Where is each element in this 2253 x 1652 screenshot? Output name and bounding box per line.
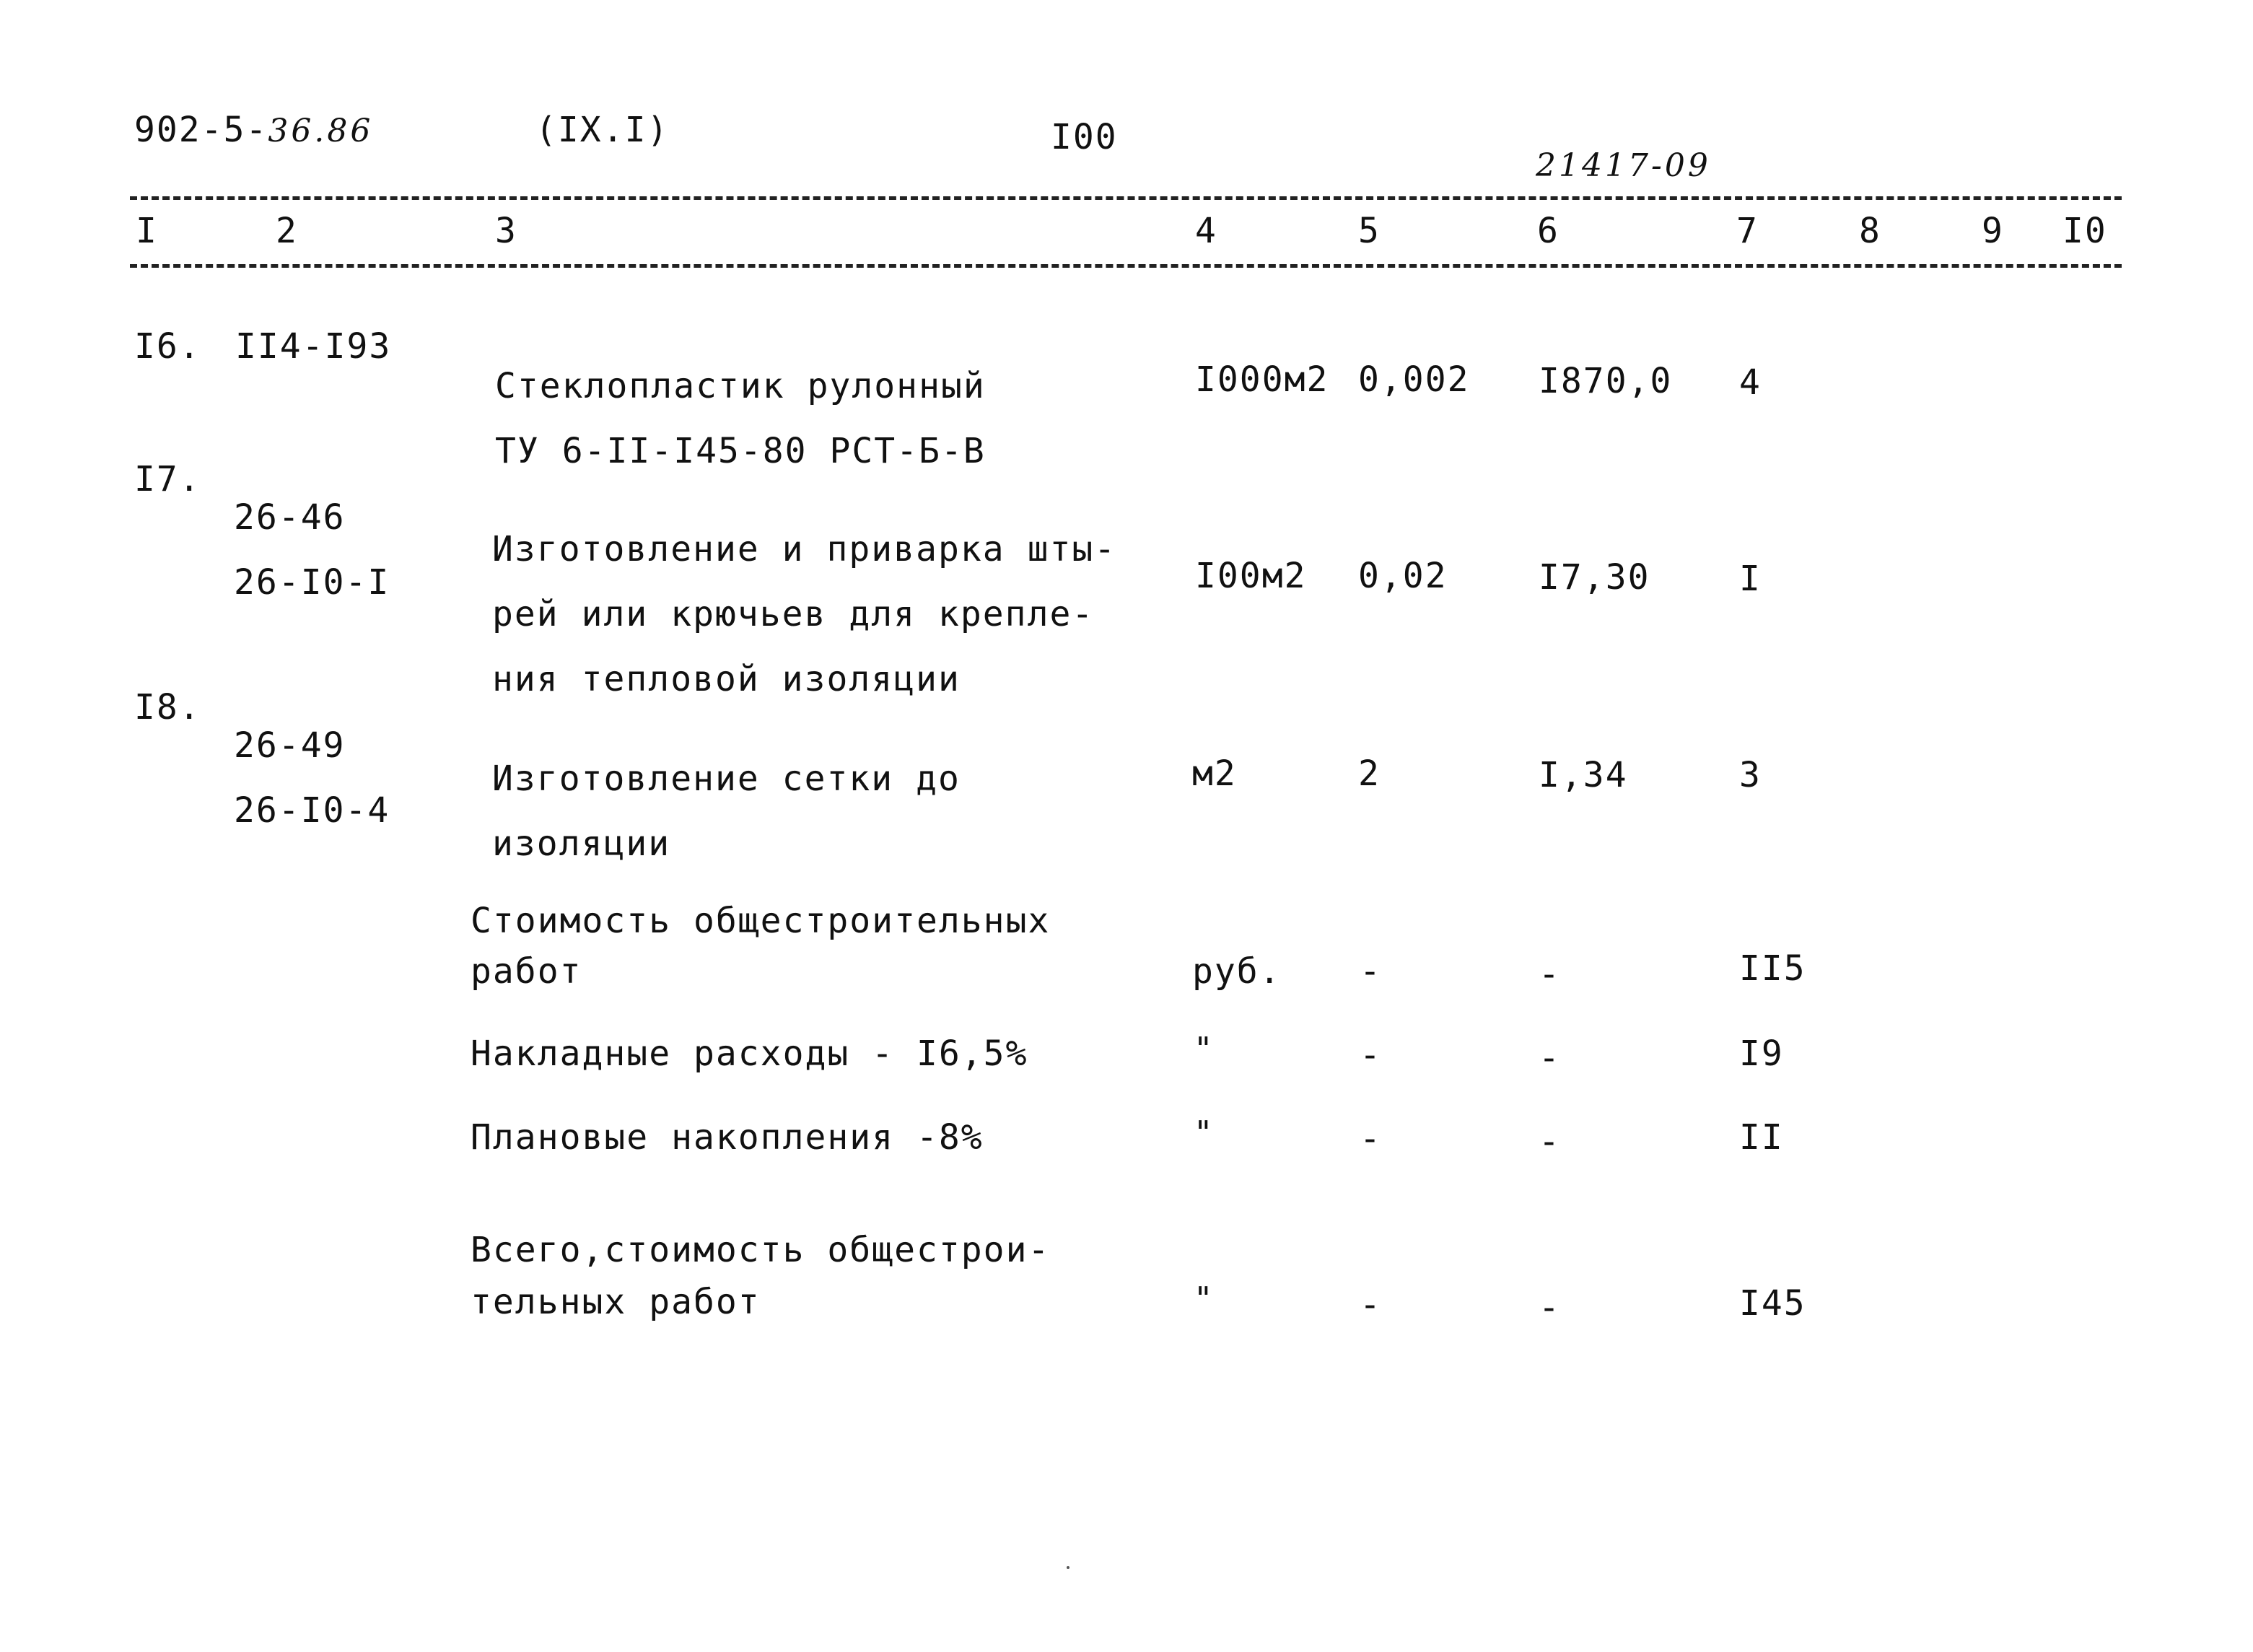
row-codes <box>234 691 390 865</box>
row-code: II4-I93 <box>235 326 392 367</box>
row-description-line: Стеклопластик рулонный <box>495 366 986 406</box>
row-number: I8. <box>134 687 201 727</box>
summary-label: работ <box>471 951 582 992</box>
row-unit: I000м2 <box>1195 359 1329 400</box>
summary-price: - <box>1539 1288 1561 1328</box>
row-description <box>495 332 986 505</box>
summary-total: II5 <box>1739 948 1806 989</box>
column-header-7: 7 <box>1736 211 1759 251</box>
row-number: I6. <box>134 326 201 367</box>
summary-quantity: - <box>1360 1285 1382 1325</box>
row-description <box>492 725 961 898</box>
row-unit: м2 <box>1192 753 1237 794</box>
row-description-line: Изготовление сетки до <box>492 759 961 799</box>
column-header-9: 9 <box>1982 211 2004 251</box>
row-unit-price: I870,0 <box>1539 361 1673 401</box>
summary-unit: " <box>1194 1031 1215 1067</box>
row-code: 26-46 <box>234 497 346 538</box>
scan-speck <box>1067 1566 1069 1569</box>
column-header-6: 6 <box>1537 211 1559 251</box>
summary-label: тельных работ <box>471 1282 761 1322</box>
header-top-rule <box>130 196 2122 200</box>
summary-total: II <box>1739 1117 1784 1158</box>
summary-price: - <box>1539 1038 1561 1078</box>
row-number: I7. <box>134 459 201 499</box>
summary-unit: " <box>1194 1114 1215 1151</box>
row-unit: I00м2 <box>1195 556 1307 596</box>
row-unit-price: I7,30 <box>1539 557 1650 598</box>
row-description-line: рей или крючьев для крепле- <box>492 594 1095 634</box>
row-code: 26-49 <box>234 725 346 766</box>
summary-label: Накладные расходы - I6,5% <box>471 1033 1028 1074</box>
row-quantity: 2 <box>1358 753 1381 794</box>
row-description-line: изоляции <box>492 823 671 864</box>
column-header-4: 4 <box>1195 211 1217 251</box>
document-code-printed: 902-5- <box>134 110 268 150</box>
column-header-1: I <box>136 211 158 251</box>
row-codes <box>234 463 390 637</box>
summary-quantity: - <box>1360 951 1382 992</box>
summary-unit: руб. <box>1192 951 1282 992</box>
row-total: 4 <box>1739 362 1762 403</box>
row-description-line: Изготовление и приварка шты- <box>492 529 1117 569</box>
column-header-3: 3 <box>495 211 517 251</box>
header-bottom-rule <box>130 264 2122 268</box>
summary-total: I9 <box>1739 1033 1784 1074</box>
handwritten-stamp-number: 21417-09 <box>1536 147 1711 184</box>
page-number: I00 <box>1051 117 1118 157</box>
column-header-8: 8 <box>1859 211 1881 251</box>
summary-label: Стоимость общестроительных <box>471 901 1051 941</box>
row-code: 26-I0-I <box>234 562 390 603</box>
row-description <box>492 495 1116 733</box>
summary-price: - <box>1539 1122 1561 1162</box>
section-number: (IX.I) <box>535 110 670 150</box>
summary-unit: " <box>1194 1280 1215 1317</box>
row-description-line: ния тепловой изоляции <box>492 659 961 699</box>
column-header-10: I0 <box>2062 211 2107 251</box>
row-description-line: ТУ 6-II-I45-80 РСТ-Б-В <box>495 431 986 471</box>
row-total: I <box>1739 559 1762 599</box>
summary-quantity: - <box>1360 1119 1382 1159</box>
row-code: 26-I0-4 <box>234 790 390 831</box>
row-quantity: 0,02 <box>1358 556 1448 596</box>
summary-label: Плановые накопления -8% <box>471 1117 984 1158</box>
row-total: 3 <box>1739 755 1762 795</box>
row-unit-price: I,34 <box>1539 755 1628 795</box>
document-code-handwritten: 36.86 <box>268 113 374 149</box>
document-code <box>134 110 374 150</box>
summary-quantity: - <box>1360 1035 1382 1075</box>
summary-price: - <box>1539 954 1561 995</box>
column-header-2: 2 <box>276 211 298 251</box>
row-quantity: 0,002 <box>1358 359 1470 400</box>
summary-total: I45 <box>1739 1283 1806 1324</box>
summary-label: Всего,стоимость общестрои- <box>471 1230 1051 1270</box>
column-header-5: 5 <box>1358 211 1381 251</box>
